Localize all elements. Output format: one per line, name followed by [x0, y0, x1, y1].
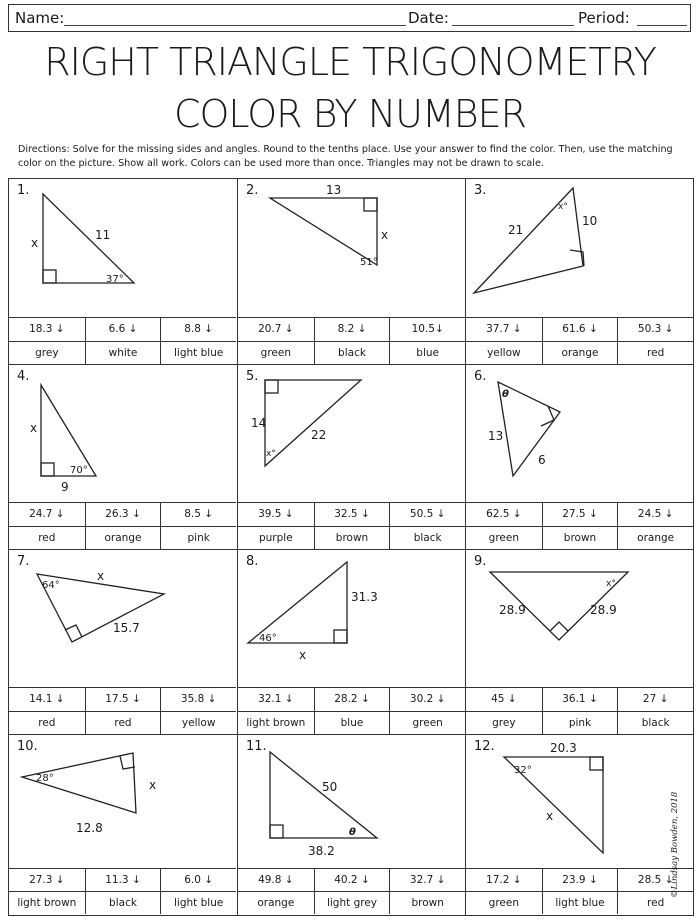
angle-label: x°	[606, 579, 616, 589]
color-choice: red	[9, 526, 85, 550]
color-choice: light blue	[542, 891, 618, 914]
side-label: 38.2	[308, 844, 335, 858]
problem-grid	[8, 178, 694, 916]
problem-4	[9, 365, 237, 549]
answer-choice: 39.5 ↓	[238, 502, 314, 526]
color-choice: grey	[9, 341, 85, 365]
color-choice: red	[617, 891, 693, 914]
color-choice: grey	[466, 711, 542, 735]
triangle-diagram	[9, 550, 237, 690]
triangle-diagram	[238, 365, 465, 505]
copyright-notice	[668, 760, 680, 900]
problem-number: 5.	[246, 369, 259, 384]
angle-label: θ	[502, 389, 509, 400]
answer-choice: 62.5 ↓	[466, 502, 542, 526]
problem-number: 2.	[246, 183, 259, 198]
color-choice: brown	[314, 526, 390, 550]
answer-choice: 27.3 ↓	[9, 868, 85, 891]
problem-number: 7.	[17, 554, 30, 569]
triangle-diagram	[466, 179, 693, 319]
name-field[interactable]	[64, 25, 406, 26]
answer-choice: 28.2 ↓	[314, 687, 390, 711]
answer-choice: 49.8 ↓	[238, 868, 314, 891]
problem-1	[9, 179, 237, 364]
color-choice: brown	[389, 891, 465, 914]
period-label: Period:	[578, 9, 630, 27]
color-choice: green	[238, 341, 314, 365]
answer-choice: 27 ↓	[617, 687, 693, 711]
side-label: x	[299, 648, 307, 662]
side-label: 13	[326, 183, 342, 197]
answer-choice: 30.2 ↓	[389, 687, 465, 711]
answer-choice: 14.1 ↓	[9, 687, 85, 711]
side-label: 50	[322, 780, 338, 794]
answer-choice: 10.5↓	[389, 317, 465, 341]
color-choice: purple	[238, 526, 314, 550]
angle-label: 28°	[36, 773, 54, 784]
side-label: x	[30, 421, 38, 435]
name-label: Name:	[15, 9, 65, 27]
answer-table	[238, 317, 465, 364]
problem-number: 11.	[246, 739, 267, 754]
answer-choice: 17.5 ↓	[85, 687, 161, 711]
answer-choice: 50.3 ↓	[617, 317, 693, 341]
side-label: 22	[311, 428, 327, 442]
answer-choice: 11.3 ↓	[85, 868, 161, 891]
problem-5	[238, 365, 465, 549]
answer-choice: 6.6 ↓	[85, 317, 161, 341]
problem-6	[466, 365, 693, 549]
answer-choice: 6.0 ↓	[160, 868, 236, 891]
side-label: 28.9	[499, 603, 526, 617]
answer-table	[466, 317, 693, 364]
answer-table	[9, 317, 236, 364]
color-choice: light grey	[314, 891, 390, 914]
color-choice: orange	[85, 526, 161, 550]
date-label: Date:	[408, 9, 449, 27]
problem-number: 1.	[17, 183, 30, 198]
side-label: 31.3	[351, 590, 378, 604]
page-title: RIGHT TRIANGLE TRIGONOMETRY	[44, 40, 656, 84]
color-choice: black	[314, 341, 390, 365]
problem-12	[466, 735, 693, 915]
directions-text: Directions: Solve for the missing sides and angles. Round to the tenths place. Use your answer to find the color. Then, use the matching color on the picture. Show all work. Colors can be used more than once. Triangles may not be drawn to scale.	[18, 144, 673, 169]
color-choice: white	[85, 341, 161, 365]
side-label: 20.3	[550, 741, 577, 755]
triangle-diagram	[9, 735, 237, 875]
color-choice: light brown	[9, 891, 85, 914]
answer-choice: 32.1 ↓	[238, 687, 314, 711]
problem-7	[9, 550, 237, 734]
triangle-diagram	[9, 365, 237, 505]
side-label: x	[31, 236, 39, 250]
side-label: x	[149, 778, 157, 792]
color-choice: yellow	[160, 711, 236, 735]
answer-choice: 32.7 ↓	[389, 868, 465, 891]
problem-number: 9.	[474, 554, 487, 569]
triangle-diagram	[238, 550, 465, 690]
color-choice: green	[466, 891, 542, 914]
color-choice: light blue	[160, 891, 236, 914]
problem-number: 4.	[17, 369, 30, 384]
color-choice: black	[85, 891, 161, 914]
answer-choice: 24.5 ↓	[617, 502, 693, 526]
triangle-diagram	[466, 735, 693, 875]
triangle-diagram	[466, 550, 693, 690]
date-field[interactable]	[452, 25, 574, 26]
period-field[interactable]	[637, 25, 687, 26]
answer-choice: 61.6 ↓	[542, 317, 618, 341]
problem-11	[238, 735, 465, 915]
angle-label: x°	[266, 449, 276, 459]
answer-choice: 36.1 ↓	[542, 687, 618, 711]
answer-choice: 23.9 ↓	[542, 868, 618, 891]
side-label: 13	[488, 429, 504, 443]
answer-table	[9, 687, 236, 734]
angle-label: 51°	[360, 257, 378, 268]
answer-table	[466, 687, 693, 734]
side-label: 6	[538, 453, 546, 467]
page-subtitle: COLOR BY NUMBER	[173, 92, 527, 136]
answer-choice: 8.2 ↓	[314, 317, 390, 341]
answer-table	[9, 868, 236, 914]
answer-choice: 35.8 ↓	[160, 687, 236, 711]
answer-choice: 27.5 ↓	[542, 502, 618, 526]
side-label: 28.9	[590, 603, 617, 617]
color-choice: green	[389, 711, 465, 735]
side-label: x	[97, 569, 105, 583]
side-label: 11	[95, 228, 111, 242]
triangle-diagram	[238, 735, 465, 875]
copyright-text: ©Lindsay Bowden, 2018	[670, 791, 680, 898]
problem-9	[466, 550, 693, 734]
color-choice: pink	[160, 526, 236, 550]
angle-label: 70°	[70, 465, 88, 476]
answer-table	[466, 868, 693, 914]
answer-choice: 37.7 ↓	[466, 317, 542, 341]
color-choice: light blue	[160, 341, 236, 365]
angle-label: θ	[349, 827, 356, 838]
color-choice: red	[85, 711, 161, 735]
side-label: 21	[508, 223, 524, 237]
side-label: 9	[61, 480, 69, 494]
side-label: 10	[582, 214, 598, 228]
color-choice: red	[617, 341, 693, 365]
triangle-diagram	[466, 365, 693, 505]
problem-number: 6.	[474, 369, 487, 384]
answer-table	[9, 502, 236, 549]
answer-table	[238, 502, 465, 549]
answer-choice: 8.8 ↓	[160, 317, 236, 341]
answer-choice: 50.5 ↓	[389, 502, 465, 526]
color-choice: light brown	[238, 711, 314, 735]
answer-choice: 18.3 ↓	[9, 317, 85, 341]
problem-number: 3.	[474, 183, 487, 198]
problem-number: 10.	[17, 739, 38, 754]
problem-2	[238, 179, 465, 364]
color-choice: red	[9, 711, 85, 735]
side-label: 15.7	[113, 621, 140, 635]
answer-choice: 17.2 ↓	[466, 868, 542, 891]
color-choice: orange	[617, 526, 693, 550]
color-choice: orange	[238, 891, 314, 914]
side-label: 12.8	[76, 821, 103, 835]
color-choice: blue	[314, 711, 390, 735]
problem-8	[238, 550, 465, 734]
problem-number: 8.	[246, 554, 259, 569]
answer-choice: 32.5 ↓	[314, 502, 390, 526]
answer-choice: 40.2 ↓	[314, 868, 390, 891]
color-choice: blue	[389, 341, 465, 365]
color-choice: green	[466, 526, 542, 550]
answer-choice: 8.5 ↓	[160, 502, 236, 526]
side-label: 14	[251, 416, 267, 430]
answer-table	[466, 502, 693, 549]
student-info-header	[8, 4, 691, 32]
angle-label: 32°	[514, 765, 532, 776]
problem-10	[9, 735, 237, 915]
color-choice: black	[389, 526, 465, 550]
answer-choice: 45 ↓	[466, 687, 542, 711]
angle-label: 64°	[42, 580, 60, 591]
angle-label: 46°	[259, 633, 277, 644]
color-choice: orange	[542, 341, 618, 365]
angle-label: x°	[558, 202, 568, 212]
color-choice: pink	[542, 711, 618, 735]
angle-label: 37°	[106, 274, 124, 285]
answer-table	[238, 868, 465, 914]
answer-choice: 24.7 ↓	[9, 502, 85, 526]
triangle-diagram	[238, 179, 465, 319]
color-choice: yellow	[466, 341, 542, 365]
color-choice: brown	[542, 526, 618, 550]
side-label: x	[381, 228, 389, 242]
problem-3	[466, 179, 693, 364]
color-choice: black	[617, 711, 693, 735]
answer-choice: 20.7 ↓	[238, 317, 314, 341]
answer-choice: 26.3 ↓	[85, 502, 161, 526]
answer-choice: 28.5 ↓	[617, 868, 693, 891]
side-label: x	[546, 809, 554, 823]
triangle-diagram	[9, 179, 237, 319]
answer-table	[238, 687, 465, 734]
problem-number: 12.	[474, 739, 495, 754]
